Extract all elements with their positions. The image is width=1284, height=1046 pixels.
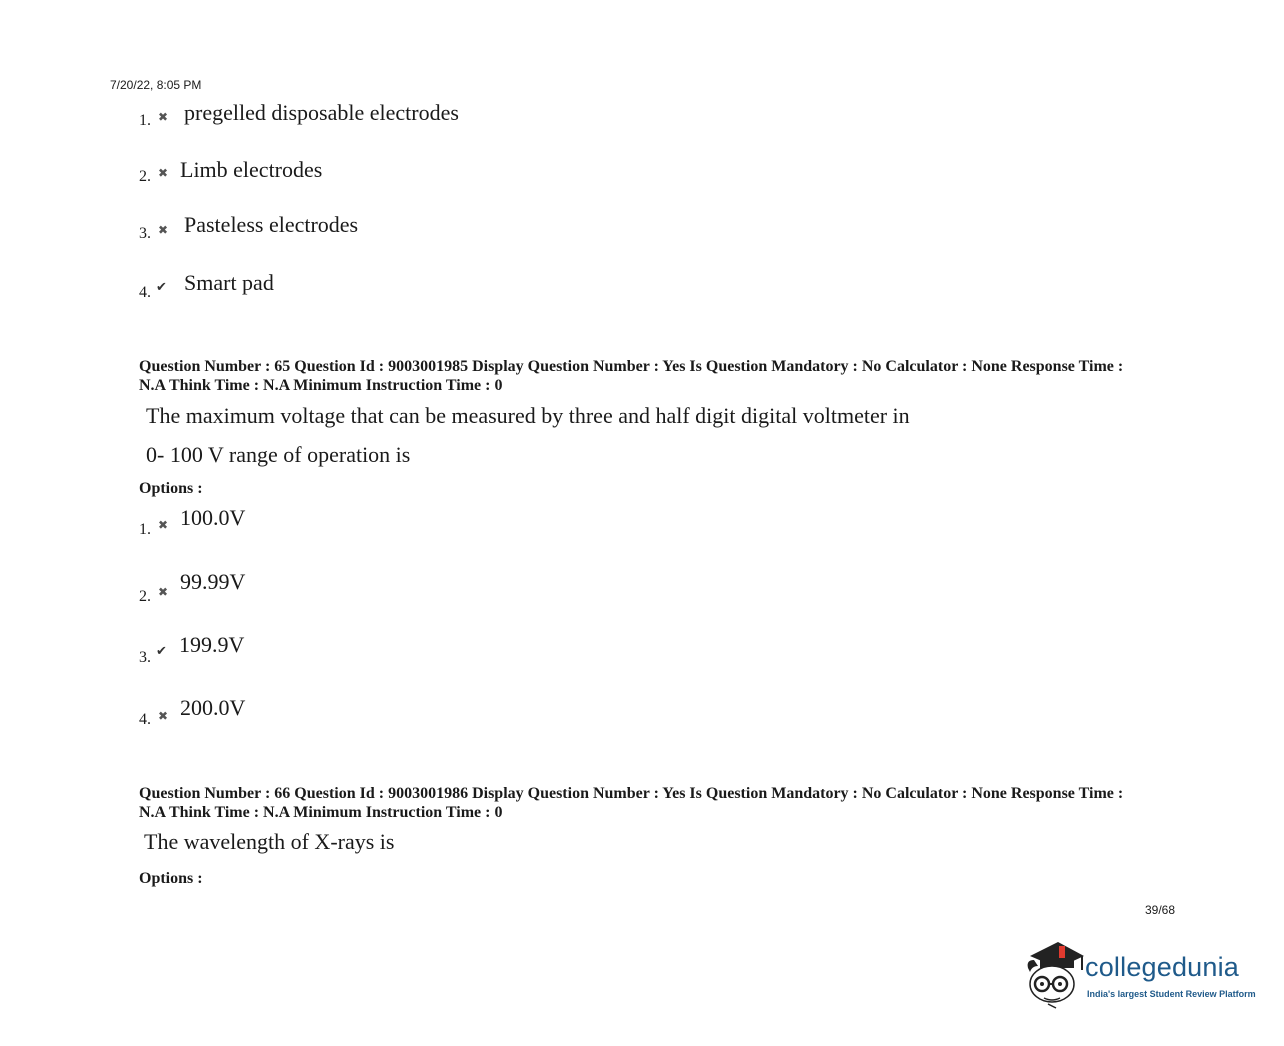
question-text: 0- 100 V range of operation is [146,442,411,467]
option-text: pregelled disposable electrodes [184,100,459,125]
question-text: The wavelength of X-rays is [144,829,395,854]
options-label: Options : [139,480,203,497]
question-meta: Question Number : 65 Question Id : 9003001985 Display Question Number : Yes Is Question Mandatory : No Calculator : None Response Time : N.A Think Time : N.A Minimum Instruction Time : 0 [139,358,1124,394]
option-text: Pasteless electrodes [184,212,359,237]
page-number: 39/68 [1145,903,1176,917]
option-number: 1. [139,521,151,538]
option-number: 1. [139,112,151,129]
option-text: Smart pad [184,270,274,295]
option-text: 100.0V [180,505,246,530]
cross-icon: ✖ [158,166,169,180]
options-label: Options : [139,870,203,887]
option-text: Limb electrodes [180,157,323,182]
option-text: 200.0V [180,695,246,720]
option-number: 4. [139,284,151,301]
check-icon: ✔ [156,644,167,659]
logo-tagline: India's largest Student Review Platform [1087,989,1256,999]
option-number: 2. [139,588,151,605]
question-text: The maximum voltage that can be measured by three and half digit digital voltmeter in [146,403,910,428]
question-meta: Question Number : 66 Question Id : 9003001986 Display Question Number : Yes Is Question Mandatory : No Calculator : None Response Time : N.A Think Time : N.A Minimum Instruction Time : 0 [139,785,1124,821]
cross-icon: ✖ [158,585,169,599]
option-number: 2. [139,168,151,185]
check-icon: ✔ [156,280,167,295]
cross-icon: ✖ [158,518,169,532]
option-text: 99.99V [180,569,246,594]
option-number: 4. [139,711,151,728]
cross-icon: ✖ [158,223,169,237]
cross-icon: ✖ [158,709,169,723]
cross-icon: ✖ [158,110,169,124]
print-timestamp: 7/20/22, 8:05 PM [110,78,202,92]
mascot-icon [1022,938,1086,1010]
option-text: 199.9V [179,632,245,657]
logo-wordmark: collegedunia [1085,952,1240,982]
option-number: 3. [139,649,151,666]
option-number: 3. [139,225,151,242]
